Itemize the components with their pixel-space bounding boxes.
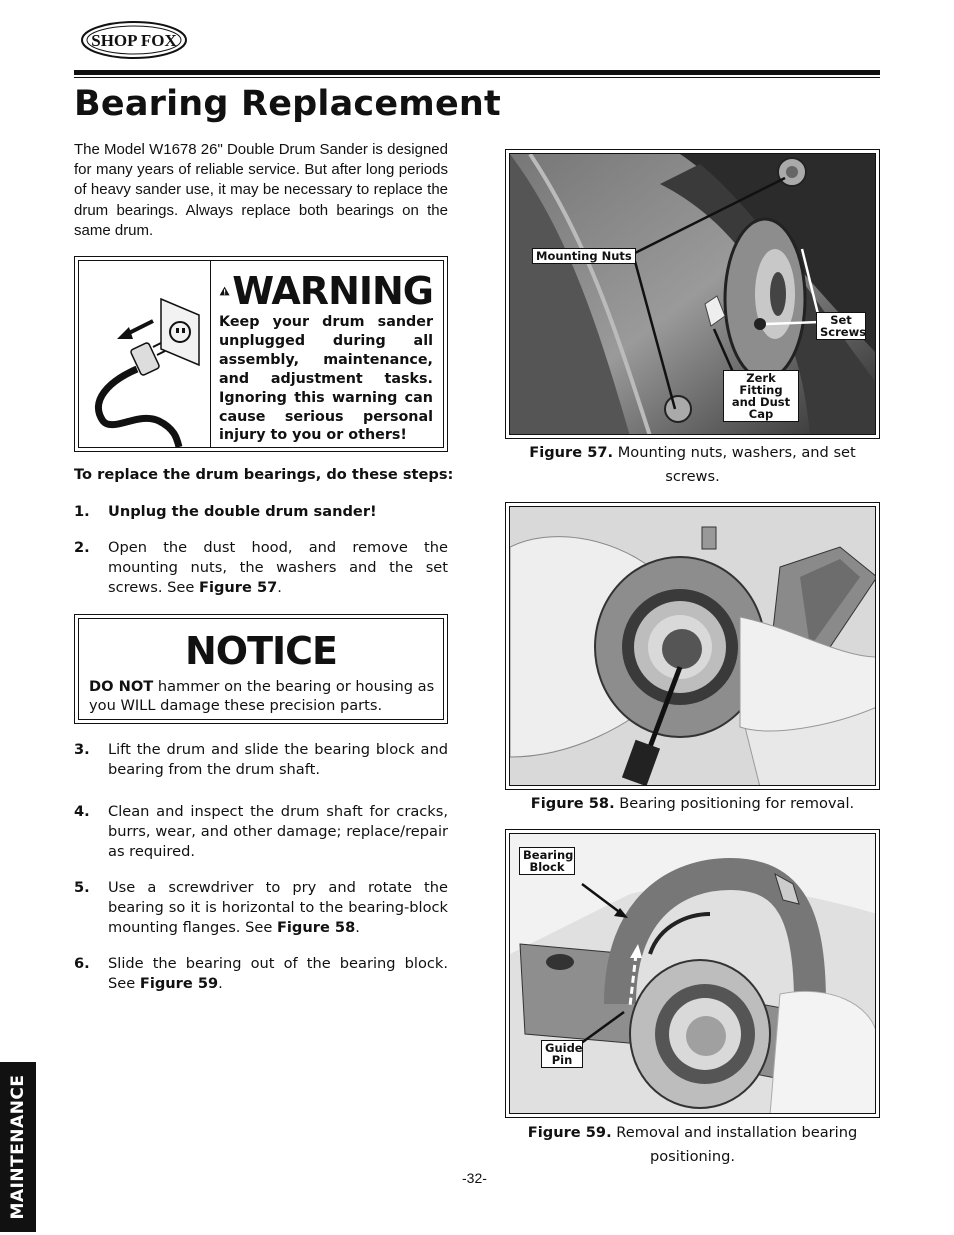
- callout-guide-pin: Guide Pin: [541, 1040, 583, 1068]
- figure-ref: Figure 57: [198, 579, 278, 597]
- intro-paragraph: The Model W1678 26" Double Drum Sander is designed for many years of reliable service. But after long periods of heavy sander use, it may be necessary to replace the drum bearings. Always replace both bearings on the same drum.: [74, 141, 448, 239]
- header-rule-thin: [74, 77, 880, 78]
- warning-heading: WARNING: [219, 271, 433, 311]
- callout-zerk-fitting: Zerk Fitting and Dust Cap: [723, 370, 799, 422]
- page-number: -32-: [462, 1170, 487, 1186]
- callout-set-screws: Set Screws: [816, 312, 866, 340]
- figure-59-caption: Figure 59. Removal and installation bearing positioning.: [527, 1124, 858, 1165]
- intro-column: [74, 140, 448, 241]
- warning-body: Keep your drum sander unplugged during all assembly, maintenance, and adjustment tasks. Ignoring this warning can cause serious personal injury to you or others!: [219, 314, 433, 444]
- step-1: 1. Unplug the double drum sander!: [74, 503, 377, 520]
- figure-57: [505, 149, 880, 439]
- warning-triangle-icon: [219, 274, 230, 308]
- section-side-tab: [0, 1062, 36, 1232]
- step-6: 6. Slide the bearing out of the bearing block. See Figure 59.: [74, 955, 448, 993]
- notice-heading: NOTICE: [184, 629, 337, 673]
- figure-57-caption: Figure 57. Mounting nuts, washers, and set screws.: [529, 444, 856, 485]
- figure-58-caption: Figure 58. Bearing positioning for removal.: [530, 795, 855, 812]
- page-title: Bearing Replacement: [74, 84, 501, 124]
- figure-59-photo: [509, 833, 876, 1114]
- logo-text: SHOP FOX: [91, 31, 177, 50]
- shop-fox-logo: [80, 20, 188, 60]
- warning-box: [74, 256, 448, 452]
- step-2: 2. Open the dust hood, and remove the mounting nuts, the washers and the set screws. See Figure 57.: [74, 539, 448, 597]
- figure-58-photo: [509, 506, 876, 786]
- callout-bearing-block: Bearing Block: [519, 847, 575, 875]
- figure-59: [505, 829, 880, 1118]
- figure-ref: Figure 58: [276, 919, 356, 937]
- callout-mounting-nuts: Mounting Nuts: [532, 248, 636, 264]
- step-3: 3. Lift the drum and slide the bearing block and bearing from the drum shaft.: [74, 741, 448, 779]
- figure-ref: Figure 59: [139, 975, 219, 993]
- figure-57-photo: [509, 153, 876, 435]
- notice-body: DO NOT hammer on the bearing or housing as you WILL damage these precision parts.: [89, 678, 435, 714]
- figure-58: [505, 502, 880, 790]
- step-4: 4. Clean and inspect the drum shaft for cracks, burrs, wear, and other damage; replace/repair as required.: [74, 803, 448, 861]
- unplug-illustration: [79, 261, 211, 447]
- steps-intro: To replace the drum bearings, do these steps:: [74, 466, 454, 483]
- step-5: 5. Use a screwdriver to pry and rotate the bearing so it is horizontal to the bearing-block mounting flanges. See Figure 58.: [74, 879, 448, 937]
- side-tab-label: MAINTENANCE: [8, 1074, 28, 1220]
- notice-box: [74, 614, 448, 724]
- header-rule: [74, 70, 880, 75]
